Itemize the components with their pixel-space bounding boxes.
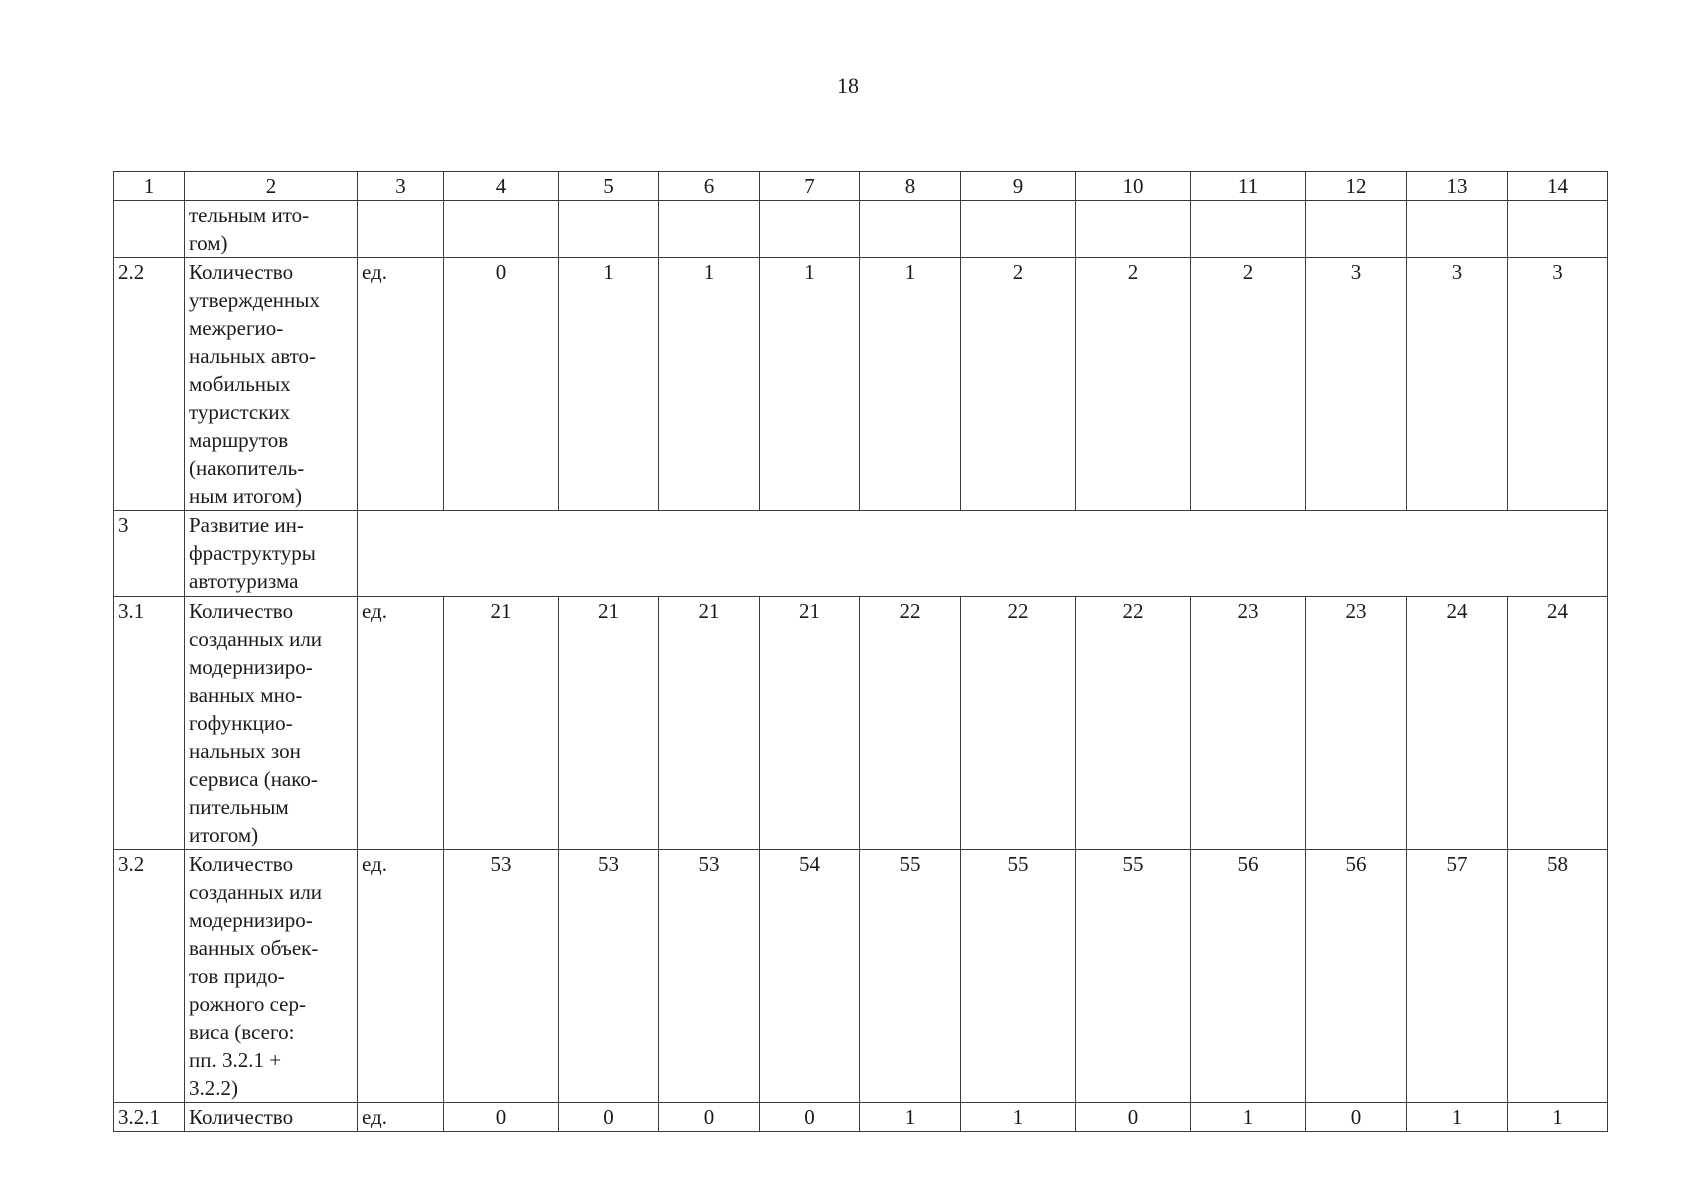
row-value-cell: 21 <box>659 597 760 850</box>
row-value-cell: 24 <box>1508 597 1608 850</box>
row-name-cell <box>185 201 358 258</box>
row-name-line: маршрутов <box>189 428 289 452</box>
row-code-cell: 3.2 <box>114 850 185 1103</box>
row-value-cell: 1 <box>1508 1103 1608 1132</box>
header-cell: 13 <box>1407 172 1508 201</box>
row-value-cell: 21 <box>760 597 860 850</box>
row-name-line: 3.2.2) <box>189 1076 238 1100</box>
row-value-cell: 1 <box>760 258 860 511</box>
indicators-table <box>113 171 1608 1132</box>
header-cell: 11 <box>1191 172 1306 201</box>
header-cell: 5 <box>559 172 659 201</box>
row-value-cell: 0 <box>760 1103 860 1132</box>
row-name-line: созданных или <box>189 880 323 904</box>
row-name-line: утвержденных <box>189 288 320 312</box>
page-number: 18 <box>837 73 859 98</box>
row-value-cell: 57 <box>1407 850 1508 1103</box>
row-value-cell: 1 <box>860 258 961 511</box>
row-value-cell <box>444 201 559 258</box>
row-name-line: ным итогом) <box>189 484 302 508</box>
row-value-cell <box>1306 201 1407 258</box>
header-cell: 10 <box>1076 172 1191 201</box>
row-value-cell: 22 <box>860 597 961 850</box>
row-name-line: Количество <box>189 599 294 623</box>
table-body <box>114 172 1608 1132</box>
row-value-cell: 0 <box>444 258 559 511</box>
row-value-cell <box>1191 201 1306 258</box>
header-cell: 8 <box>860 172 961 201</box>
header-cell: 6 <box>659 172 760 201</box>
header-row <box>114 172 1608 201</box>
header-cell: 9 <box>961 172 1076 201</box>
row-value-cell: 22 <box>1076 597 1191 850</box>
row-value-cell <box>760 201 860 258</box>
row-value-cell: 3 <box>1508 258 1608 511</box>
row-name-line: сервиса (нако- <box>189 767 318 791</box>
row-name-line: Количество <box>189 1105 294 1129</box>
header-cell: 2 <box>185 172 358 201</box>
row-value-cell <box>860 201 961 258</box>
row-unit-cell: ед. <box>358 258 444 511</box>
row-value-cell: 53 <box>659 850 760 1103</box>
row-name-line: виса (всего: <box>189 1020 295 1044</box>
row-name-line: созданных или <box>189 627 323 651</box>
row-name-line: тов придо- <box>189 964 285 988</box>
header-cell: 14 <box>1508 172 1608 201</box>
row-value-cell: 21 <box>559 597 659 850</box>
header-cell: 3 <box>358 172 444 201</box>
row-value-cell <box>1407 201 1508 258</box>
row-name-line: нальных зон <box>189 739 301 763</box>
row-name-line: мобильных <box>189 372 291 396</box>
row-name-line: автотуризма <box>189 569 299 593</box>
row-value-cell: 55 <box>961 850 1076 1103</box>
row-unit-cell: ед. <box>358 850 444 1103</box>
row-name-line: межрегио- <box>189 316 284 340</box>
row-name-line: модернизиро- <box>189 908 313 932</box>
section-span-cell <box>358 511 1608 597</box>
table-row-3-2 <box>114 850 1608 1103</box>
table-row-3 <box>114 511 1608 597</box>
row-value-cell <box>961 201 1076 258</box>
table-row-cont <box>114 201 1608 258</box>
row-unit-cell: ед. <box>358 1103 444 1132</box>
row-code-cell: 3.2.1 <box>114 1103 185 1132</box>
row-value-cell: 1 <box>860 1103 961 1132</box>
row-value-cell: 1 <box>1191 1103 1306 1132</box>
row-value-cell: 1 <box>961 1103 1076 1132</box>
row-name-line: ванных объек- <box>189 936 319 960</box>
header-cell: 7 <box>760 172 860 201</box>
row-value-cell: 2 <box>961 258 1076 511</box>
header-cell: 12 <box>1306 172 1407 201</box>
row-value-cell <box>1076 201 1191 258</box>
row-name-line: Развитие ин- <box>189 513 304 537</box>
row-value-cell: 53 <box>559 850 659 1103</box>
row-code-cell: 3.1 <box>114 597 185 850</box>
row-name-cell <box>185 258 358 511</box>
row-code-cell: 2.2 <box>114 258 185 511</box>
row-value-cell: 3 <box>1407 258 1508 511</box>
row-value-cell: 0 <box>1076 1103 1191 1132</box>
row-value-cell: 1 <box>559 258 659 511</box>
row-name-line: пительным <box>189 795 289 819</box>
row-name-line: (накопитель- <box>189 456 305 480</box>
row-value-cell: 56 <box>1306 850 1407 1103</box>
row-value-cell: 1 <box>1407 1103 1508 1132</box>
row-value-cell: 21 <box>444 597 559 850</box>
row-name-cell <box>185 597 358 850</box>
row-name-line: туристских <box>189 400 291 424</box>
row-name-line: итогом) <box>189 823 259 847</box>
row-value-cell: 0 <box>559 1103 659 1132</box>
row-value-cell <box>559 201 659 258</box>
row-name-line: модернизиро- <box>189 655 313 679</box>
row-name-line: рожного сер- <box>189 992 306 1016</box>
row-value-cell: 22 <box>961 597 1076 850</box>
table-row-3-1 <box>114 597 1608 850</box>
row-name-line: Количество <box>189 852 294 876</box>
row-name-line: тельным ито- <box>189 203 310 227</box>
row-value-cell: 53 <box>444 850 559 1103</box>
row-value-cell: 54 <box>760 850 860 1103</box>
row-unit-cell: ед. <box>358 597 444 850</box>
header-cell: 1 <box>114 172 185 201</box>
row-value-cell: 55 <box>860 850 961 1103</box>
row-name-cell <box>185 850 358 1103</box>
row-value-cell: 0 <box>659 1103 760 1132</box>
row-value-cell: 58 <box>1508 850 1608 1103</box>
row-name-line: Количество <box>189 260 294 284</box>
row-name-cell <box>185 511 358 597</box>
row-value-cell: 0 <box>444 1103 559 1132</box>
row-value-cell: 55 <box>1076 850 1191 1103</box>
row-value-cell: 0 <box>1306 1103 1407 1132</box>
row-value-cell: 2 <box>1076 258 1191 511</box>
row-value-cell: 1 <box>659 258 760 511</box>
row-code-cell: 3 <box>114 511 185 597</box>
row-value-cell: 23 <box>1191 597 1306 850</box>
row-value-cell <box>659 201 760 258</box>
row-name-line: ванных мно- <box>189 683 303 707</box>
row-value-cell: 24 <box>1407 597 1508 850</box>
row-name-line: фраструктуры <box>189 541 316 565</box>
row-value-cell: 3 <box>1306 258 1407 511</box>
row-name-line: гом) <box>189 231 228 255</box>
table-row-3-2-1 <box>114 1103 1608 1132</box>
row-name-line: нальных авто- <box>189 344 317 368</box>
row-name-cell <box>185 1103 358 1132</box>
row-name-line: пп. 3.2.1 + <box>189 1048 282 1072</box>
row-value-cell: 23 <box>1306 597 1407 850</box>
table-row-2-2 <box>114 258 1608 511</box>
row-code-cell <box>114 201 185 258</box>
row-value-cell <box>1508 201 1608 258</box>
row-name-line: гофункцио- <box>189 711 293 735</box>
row-value-cell: 56 <box>1191 850 1306 1103</box>
header-cell: 4 <box>444 172 559 201</box>
row-value-cell: 2 <box>1191 258 1306 511</box>
row-unit-cell <box>358 201 444 258</box>
